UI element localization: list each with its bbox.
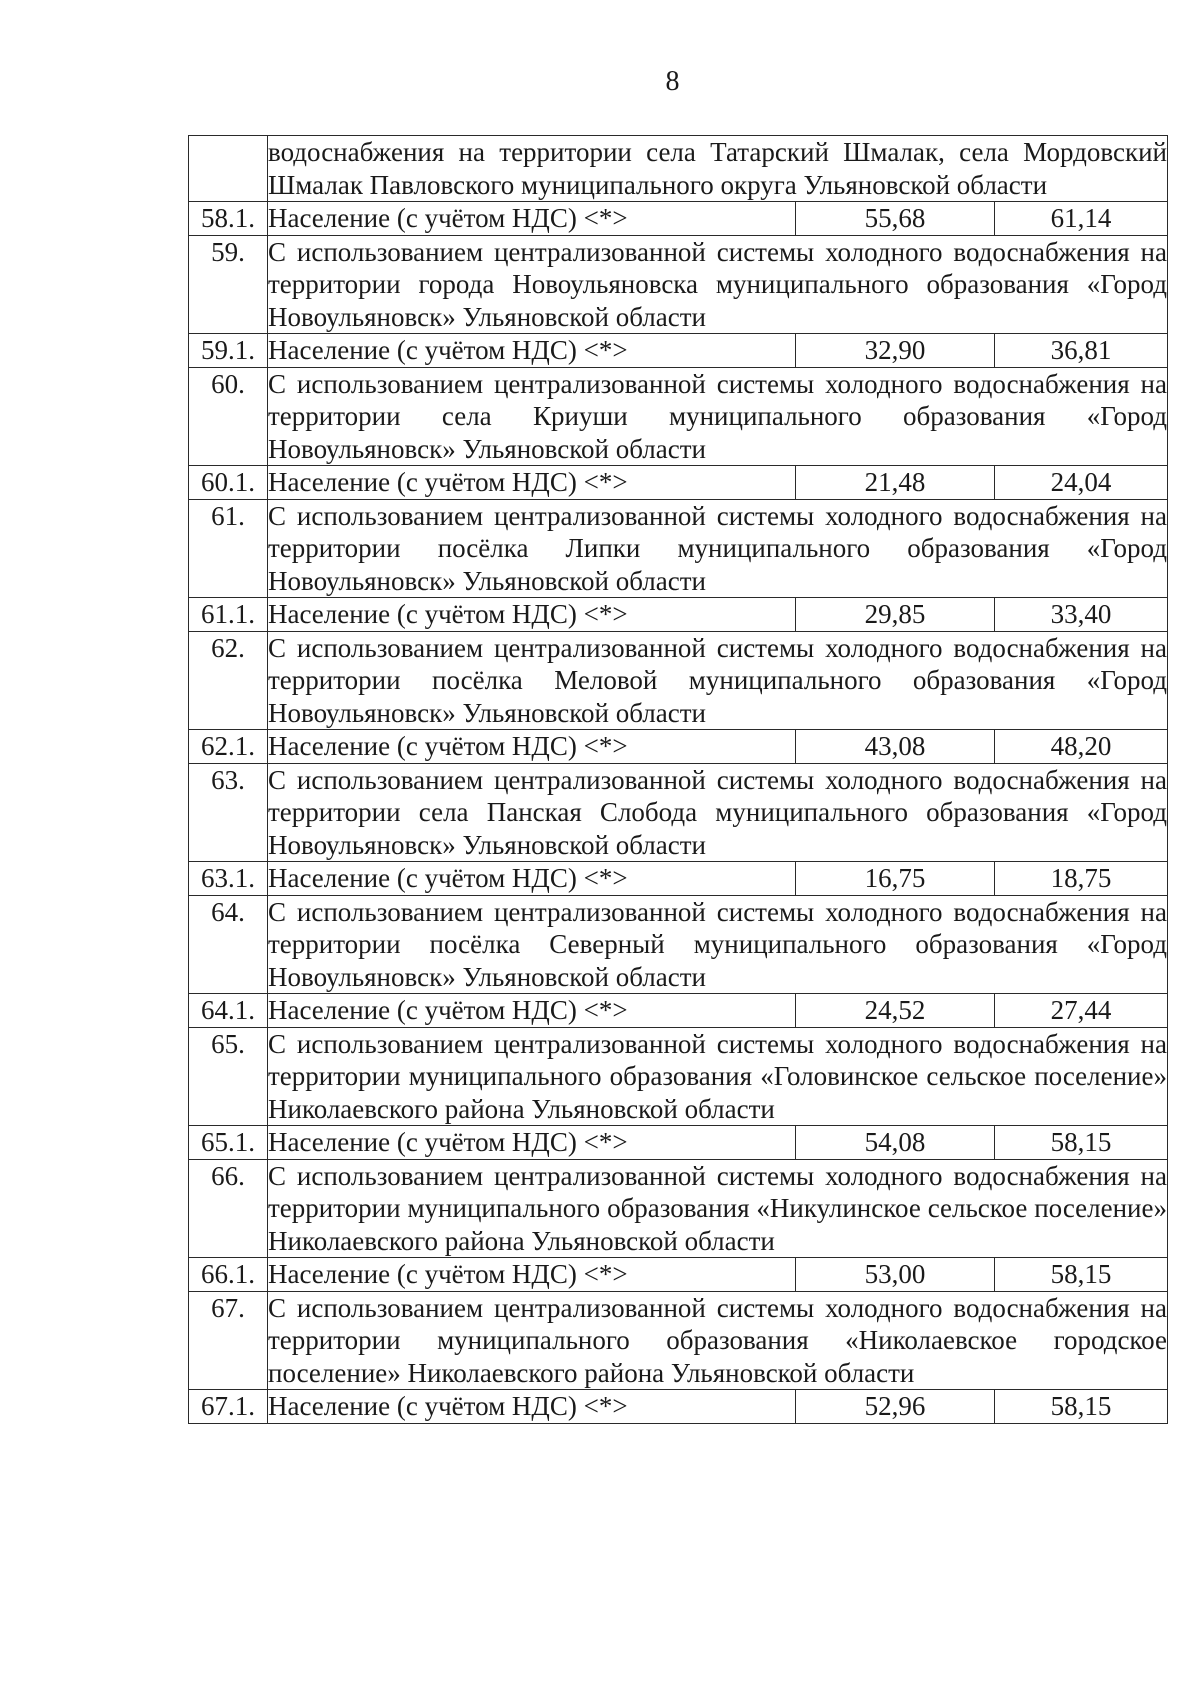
tariff-value-first-half: 55,68 <box>796 202 995 236</box>
table-row-tariff <box>189 334 1168 368</box>
consumer-label: Население (с учётом НДС) <*> <box>268 598 796 632</box>
row-description: С использованием централизованной системы холодного водоснабжения на территории города Новоульяновска муниципального образования «Город Новоульяновск» Ульяновской области <box>268 236 1167 332</box>
tariff-value-first-half: 54,08 <box>796 1126 995 1160</box>
row-description: С использованием централизованной системы холодного водоснабжения на территории посёлка Северный муниципального образования «Город Новоульяновск» Ульяновской области <box>268 896 1167 992</box>
row-number: 59.1. <box>189 334 268 368</box>
tariff-value-first-half: 32,90 <box>796 334 995 368</box>
row-description: С использованием централизованной системы холодного водоснабжения на территории муниципального образования «Николаевское городское поселение» Николаевского района Ульяновской области <box>268 1292 1167 1388</box>
tariff-value-first-half: 24,52 <box>796 994 995 1028</box>
row-number: 58.1. <box>189 202 268 236</box>
table-row-tariff <box>189 994 1168 1028</box>
row-number: 65. <box>189 1027 268 1126</box>
page-number: 8 <box>665 66 680 97</box>
tariff-value-first-half: 43,08 <box>796 730 995 764</box>
row-number: 67. <box>189 1291 268 1390</box>
row-number: 63.1. <box>189 862 268 896</box>
tariff-value-second-half: 18,75 <box>995 862 1168 896</box>
row-description: С использованием централизованной системы холодного водоснабжения на территории муниципального образования «Головинское сельское поселение» Николаевского района Ульяновской области <box>268 1028 1167 1124</box>
tariff-value-second-half: 58,15 <box>995 1258 1168 1292</box>
row-number: 62.1. <box>189 730 268 764</box>
table-row-description <box>189 499 1168 598</box>
tariff-value-first-half: 21,48 <box>796 466 995 500</box>
row-number: 61.1. <box>189 598 268 632</box>
tariff-value-second-half: 33,40 <box>995 598 1168 632</box>
table-row-tariff <box>189 862 1168 896</box>
consumer-label: Население (с учётом НДС) <*> <box>268 862 796 896</box>
table-row-description <box>189 763 1168 862</box>
tariff-value-first-half: 52,96 <box>796 1390 995 1424</box>
consumer-label: Население (с учётом НДС) <*> <box>268 466 796 500</box>
row-description: С использованием централизованной системы холодного водоснабжения на территории села Панская Слобода муниципального образования «Город Новоульяновск» Ульяновской области <box>268 764 1167 860</box>
table-row-continuation <box>189 136 1168 202</box>
row-number: 59. <box>189 235 268 334</box>
row-description: водоснабжения на территории села Татарский Шмалак, села Мордовский Шмалак Павловского муниципального округа Ульяновской области <box>268 137 1167 200</box>
tariff-table-body <box>189 136 1168 1424</box>
table-row-tariff <box>189 1126 1168 1160</box>
consumer-label: Население (с учётом НДС) <*> <box>268 994 796 1028</box>
tariff-value-first-half: 16,75 <box>796 862 995 896</box>
consumer-label: Население (с учётом НДС) <*> <box>268 1258 796 1292</box>
row-number: 60. <box>189 367 268 466</box>
table-row-description <box>189 631 1168 730</box>
consumer-label: Население (с учётом НДС) <*> <box>268 202 796 236</box>
row-description: С использованием централизованной системы холодного водоснабжения на территории посёлка Меловой муниципального образования «Город Новоульяновск» Ульяновской области <box>268 632 1167 728</box>
row-number: 64. <box>189 895 268 994</box>
consumer-label: Население (с учётом НДС) <*> <box>268 1126 796 1160</box>
row-number-cell <box>189 136 268 202</box>
table-row-description <box>189 235 1168 334</box>
tariff-value-first-half: 53,00 <box>796 1258 995 1292</box>
row-number: 66.1. <box>189 1258 268 1292</box>
tariff-value-second-half: 36,81 <box>995 334 1168 368</box>
table-row-tariff <box>189 466 1168 500</box>
tariff-value-second-half: 58,15 <box>995 1126 1168 1160</box>
row-number: 67.1. <box>189 1390 268 1424</box>
tariff-value-first-half: 29,85 <box>796 598 995 632</box>
row-number: 62. <box>189 631 268 730</box>
table-row-tariff <box>189 730 1168 764</box>
consumer-label: Население (с учётом НДС) <*> <box>268 334 796 368</box>
table-row-tariff <box>189 1390 1168 1424</box>
row-description: С использованием централизованной системы холодного водоснабжения на территории муниципального образования «Никулинское сельское поселение» Николаевского района Ульяновской области <box>268 1160 1167 1256</box>
table-row-tariff <box>189 202 1168 236</box>
row-number: 65.1. <box>189 1126 268 1160</box>
row-number: 64.1. <box>189 994 268 1028</box>
consumer-label: Население (с учётом НДС) <*> <box>268 1390 796 1424</box>
tariff-table <box>188 135 1168 1424</box>
table-row-description <box>189 367 1168 466</box>
tariff-value-second-half: 27,44 <box>995 994 1168 1028</box>
tariff-value-second-half: 48,20 <box>995 730 1168 764</box>
row-description: С использованием централизованной системы холодного водоснабжения на территории посёлка Липки муниципального образования «Город Новоульяновск» Ульяновской области <box>268 500 1167 596</box>
table-row-description <box>189 1291 1168 1390</box>
consumer-label: Население (с учётом НДС) <*> <box>268 730 796 764</box>
row-number: 61. <box>189 499 268 598</box>
table-row-description <box>189 1027 1168 1126</box>
table-row-tariff <box>189 598 1168 632</box>
row-number: 66. <box>189 1159 268 1258</box>
row-number: 63. <box>189 763 268 862</box>
row-description: С использованием централизованной системы холодного водоснабжения на территории села Криуши муниципального образования «Город Новоульяновск» Ульяновской области <box>268 368 1167 464</box>
tariff-value-second-half: 58,15 <box>995 1390 1168 1424</box>
tariff-value-second-half: 61,14 <box>995 202 1168 236</box>
table-row-description <box>189 1159 1168 1258</box>
row-number: 60.1. <box>189 466 268 500</box>
table-row-tariff <box>189 1258 1168 1292</box>
tariff-value-second-half: 24,04 <box>995 466 1168 500</box>
table-row-description <box>189 895 1168 994</box>
